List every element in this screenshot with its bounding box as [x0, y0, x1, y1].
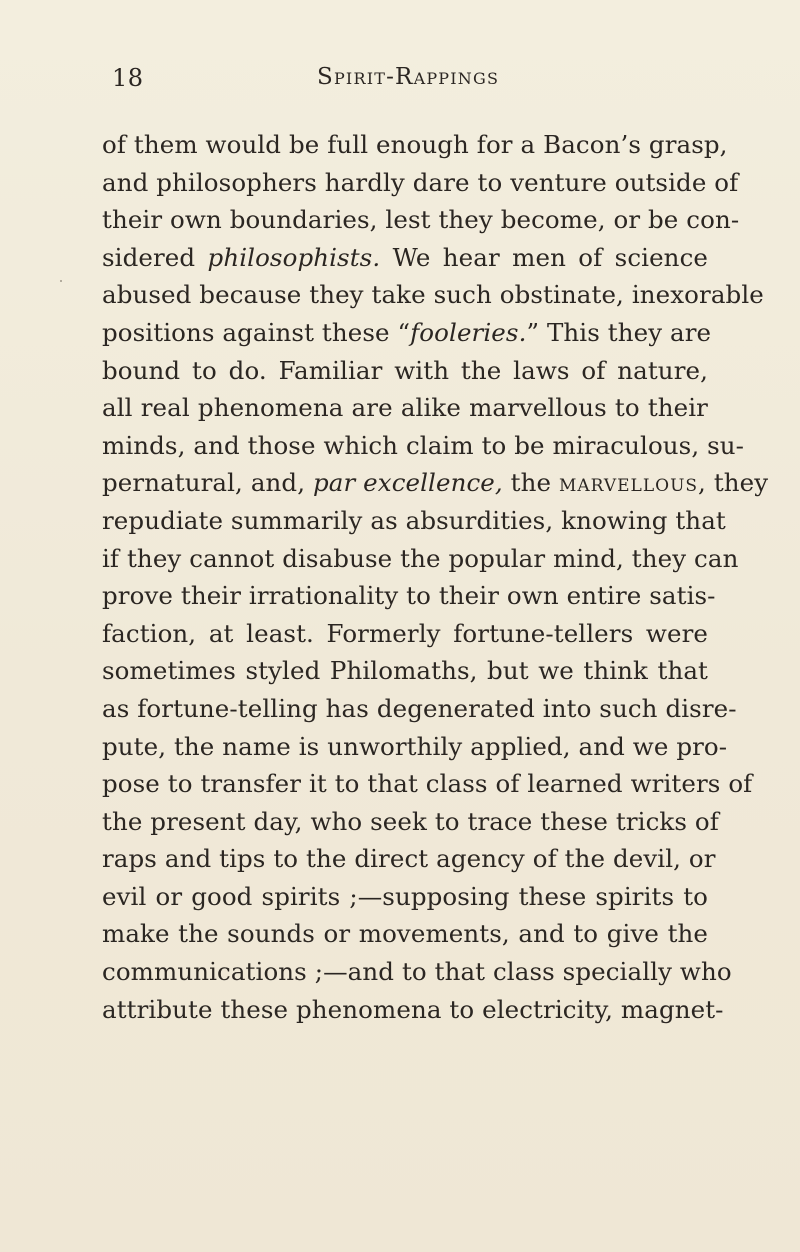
text-line	[102, 690, 737, 728]
text-segment: , they	[698, 468, 769, 498]
text-segment: pernatural, and,	[102, 468, 313, 498]
text-segment: We hear men of science	[380, 242, 708, 272]
text-line	[102, 389, 708, 427]
text-segment: minds, and those which claim to be miraculous, su-	[102, 430, 745, 460]
text-segment: ” This they are	[526, 317, 712, 347]
page-header	[112, 64, 732, 98]
text-line	[102, 464, 769, 502]
text-line	[102, 276, 764, 314]
text-segment: faction, at least. Formerly fortune-tellers were	[102, 618, 708, 648]
text-segment: if they cannot disabuse the popular mind, they can	[102, 543, 739, 573]
text-segment: sometimes styled Philomaths, but we think that	[102, 656, 708, 686]
text-line	[102, 540, 739, 578]
text-segment: their own boundaries, lest they become, or be con-	[102, 205, 740, 235]
text-line	[102, 878, 708, 916]
text-segment: abused because they take such obstinate, inexorable	[102, 280, 764, 310]
text-line	[102, 615, 708, 653]
text-segment: attribute these phenomena to electricity, magnet-	[102, 994, 724, 1024]
text-segment: pute, the name is unworthily applied, and we pro-	[102, 731, 728, 761]
text-line	[102, 915, 708, 953]
text-segment: the present day, who seek to trace these tricks of	[102, 806, 719, 836]
paper-speck	[60, 280, 62, 282]
text-segment: evil or good spirits ;—supposing these spirits to	[102, 881, 708, 911]
text-segment: as fortune-telling has degenerated into such disre-	[102, 693, 737, 723]
text-segment: raps and tips to the direct agency of the devil, or	[102, 844, 716, 874]
text-line	[102, 314, 712, 352]
text-line	[102, 352, 708, 390]
text-line	[102, 803, 719, 841]
text-segment: positions against these “	[102, 317, 411, 347]
text-segment: the	[502, 468, 559, 498]
text-segment: prove their irrationality to their own entire satis-	[102, 581, 716, 611]
text-segment: make the sounds or movements, and to give the	[102, 919, 708, 949]
page-number: 18	[112, 64, 144, 92]
text-line	[102, 164, 739, 202]
text-line	[102, 765, 753, 803]
text-segment: repudiate summarily as absurdities, knowing that	[102, 505, 726, 535]
running-title: Spirit-Rappings	[317, 64, 500, 90]
text-segment: all real phenomena are alike marvellous to their	[102, 393, 708, 423]
text-italic: par excellence,	[312, 468, 503, 498]
text-segment: communications ;—and to that class specially who	[102, 957, 732, 987]
text-line	[102, 728, 728, 766]
text-line	[102, 239, 708, 277]
text-segment: pose to transfer it to that class of learned writers of	[102, 769, 753, 799]
text-italic: philosophists.	[207, 242, 381, 272]
text-segment: bound to do. Familiar with the laws of nature,	[102, 355, 708, 385]
text-line	[102, 201, 740, 239]
text-line	[102, 502, 726, 540]
body-text	[102, 126, 769, 1028]
text-segment: and philosophers hardly dare to venture outside of	[102, 167, 739, 197]
text-line	[102, 126, 728, 164]
text-line	[102, 953, 732, 991]
text-italic: fooleries.	[410, 317, 527, 347]
text-line	[102, 577, 716, 615]
text-line	[102, 652, 708, 690]
text-line	[102, 840, 716, 878]
text-segment: of them would be full enough for a Bacon’s grasp,	[102, 130, 728, 159]
text-line	[102, 991, 724, 1029]
text-smallcaps: marvellous	[558, 468, 699, 498]
text-line	[102, 427, 745, 465]
text-segment: sidered	[102, 242, 208, 272]
